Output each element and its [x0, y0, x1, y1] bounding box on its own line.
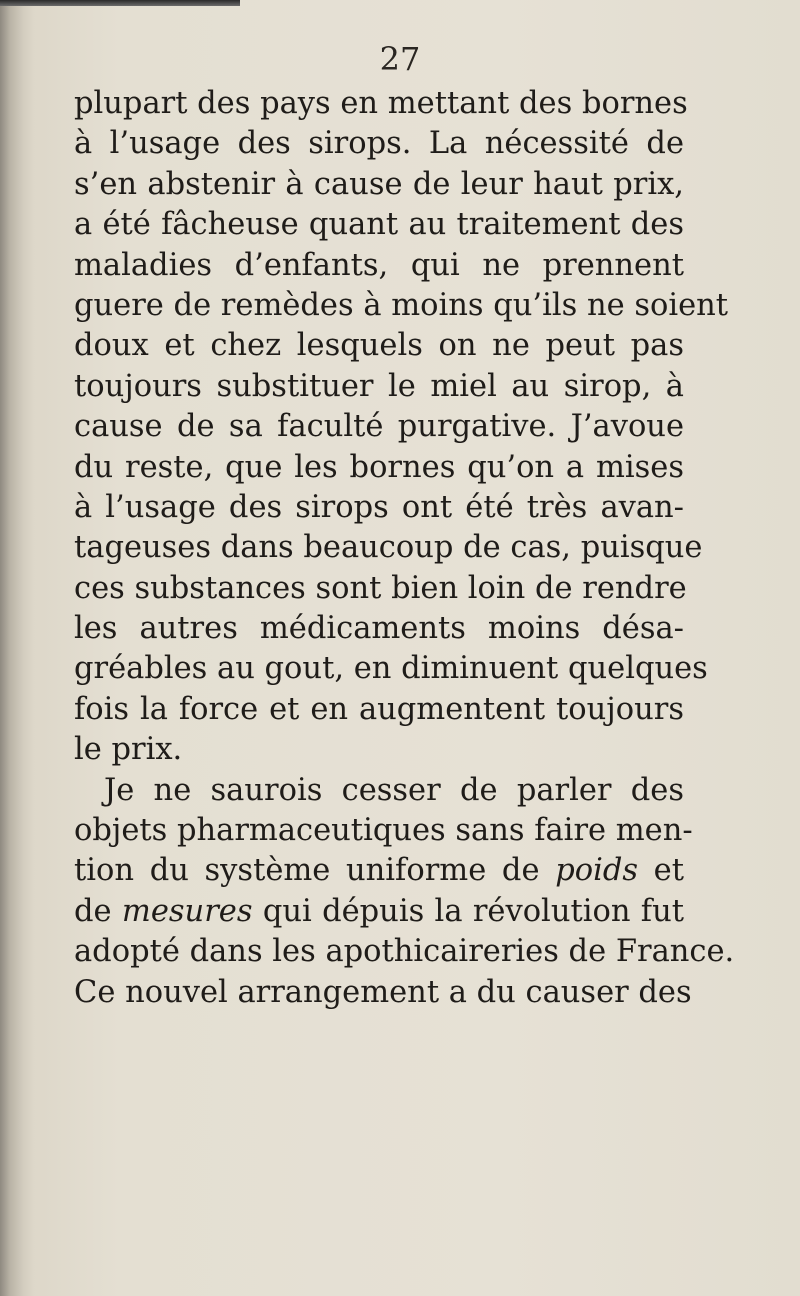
text-line: guere de remèdes à moins qu’ils ne soient [74, 287, 729, 323]
italic-term: mesures [121, 893, 253, 929]
text-line: s’en abstenir à cause de leur haut prix, [74, 166, 684, 202]
text-run: et [638, 853, 684, 889]
text-run: tion du système uniforme de [74, 853, 556, 889]
text-line: doux et chez lesquels on ne peut pas [74, 328, 684, 364]
text-line: fois la force et en augmentent toujours [74, 691, 684, 727]
text-line: à l’usage des sirops ont été très avan- [74, 489, 684, 525]
text-line: toujours substituer le miel au sirop, à [74, 368, 684, 404]
text-line: ces substances sont bien loin de rendre [74, 570, 687, 606]
text-line-with-italic [74, 851, 684, 891]
text-line: plupart des pays en mettant des bornes [74, 86, 688, 121]
text-line: gréables au gout, en diminuent quelques [74, 651, 708, 687]
paragraph-end-line: le prix. [74, 732, 183, 768]
text-line: du reste, que les bornes qu’on a mises [74, 449, 684, 485]
text-line: à l’usage des sirops. La nécessité de [74, 126, 684, 162]
paragraph-start-line: Je ne saurois cesser de parler des [104, 772, 684, 808]
text-line: tageuses dans beaucoup de cas, puisque [74, 530, 703, 566]
text-line: a été fâcheuse quant au traitement des [74, 207, 684, 243]
text-line: Ce nouvel arrangement a du causer des [74, 974, 692, 1010]
text-line: adopté dans les apothicaireries de France. [74, 934, 735, 970]
text-line: maladies d’enfants, qui ne prennent [74, 247, 684, 283]
italic-term: poids [555, 853, 639, 889]
text-line: les autres médicaments moins désa- [74, 611, 684, 647]
page-number: 27 [379, 40, 421, 78]
text-line: cause de sa faculté purgative. J’avoue [74, 409, 684, 445]
text-run: de [74, 893, 122, 929]
text-line: objets pharmaceutiques sans faire men- [74, 813, 693, 849]
body-text [74, 84, 735, 1013]
text-run: qui dépuis la révolution fut [252, 893, 684, 929]
scan-edge-mark [0, 0, 240, 6]
binding-gutter [0, 0, 34, 1296]
text-line-with-italic [74, 892, 684, 932]
